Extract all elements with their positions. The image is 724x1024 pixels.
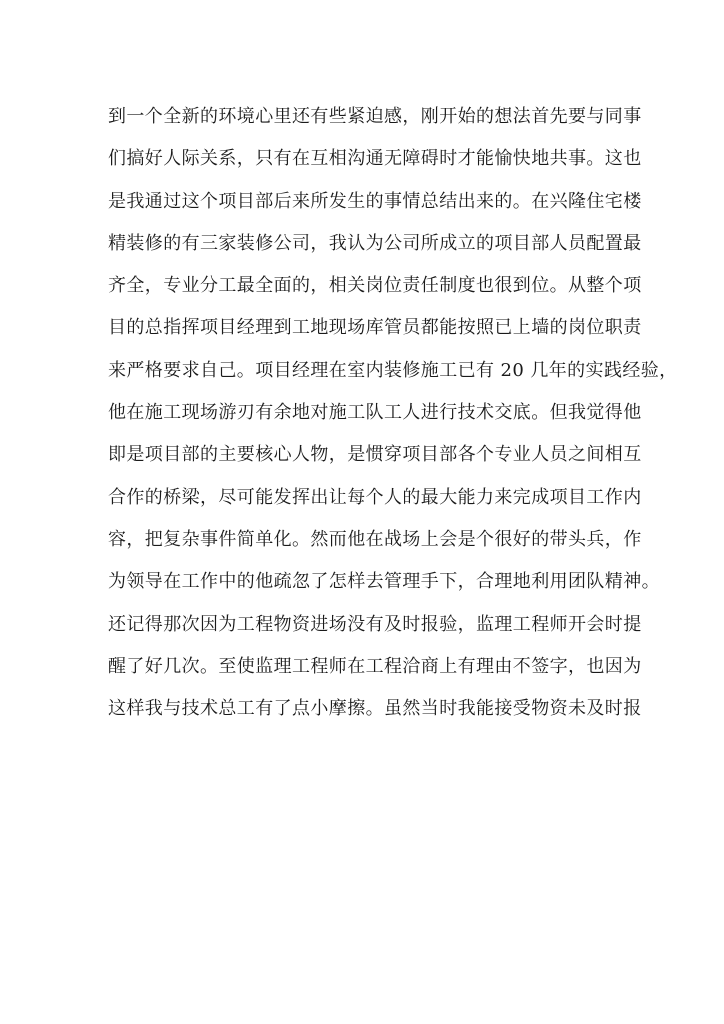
text-line-5: 齐全，专业分工最全面的，相关岗位责任制度也很到位。从整个项	[108, 275, 642, 297]
text-line-12: 为领导在工作中的他疏忽了怎样去管理手下，合理地利用团队精神。	[108, 571, 660, 593]
text-line-3: 是我通过这个项目部后来所发生的事情总结出来的。在兴隆住宅楼	[108, 190, 642, 212]
text-line-10: 合作的桥梁，尽可能发挥出让每个人的最大能力来完成项目工作内	[108, 486, 642, 508]
text-line-14: 醒了好几次。至使监理工程师在工程洽商上有理由不签字，也因为	[108, 655, 642, 677]
text-line-7: 来严格要求自己。项目经理在室内装修施工已有 20 几年的实践经验，	[108, 359, 678, 381]
text-line-2: 们搞好人际关系，只有在互相沟通无障碍时才能愉快地共事。这也	[108, 148, 642, 170]
text-line-11: 容，把复杂事件简单化。然而他在战场上会是个很好的带头兵，作	[108, 528, 642, 550]
text-line-6: 目的总指挥项目经理到工地现场库管员都能按照已上墙的岗位职责	[108, 317, 642, 339]
text-line-15: 这样我与技术总工有了点小摩擦。虽然当时我能接受物资未及时报	[108, 698, 642, 720]
text-line-13: 还记得那次因为工程物资进场没有及时报验，监理工程师开会时提	[108, 613, 642, 635]
body-text	[108, 102, 678, 736]
text-line-8: 他在施工现场游刃有余地对施工队工人进行技术交底。但我觉得他	[108, 402, 642, 424]
text-line-1: 到一个全新的环境心里还有些紧迫感，刚开始的想法首先要与同事	[108, 106, 642, 127]
text-line-4: 精装修的有三家装修公司，我认为公司所成立的项目部人员配置最	[108, 232, 642, 254]
text-line-9: 即是项目部的主要核心人物，是惯穿项目部各个专业人员之间相互	[108, 444, 642, 466]
